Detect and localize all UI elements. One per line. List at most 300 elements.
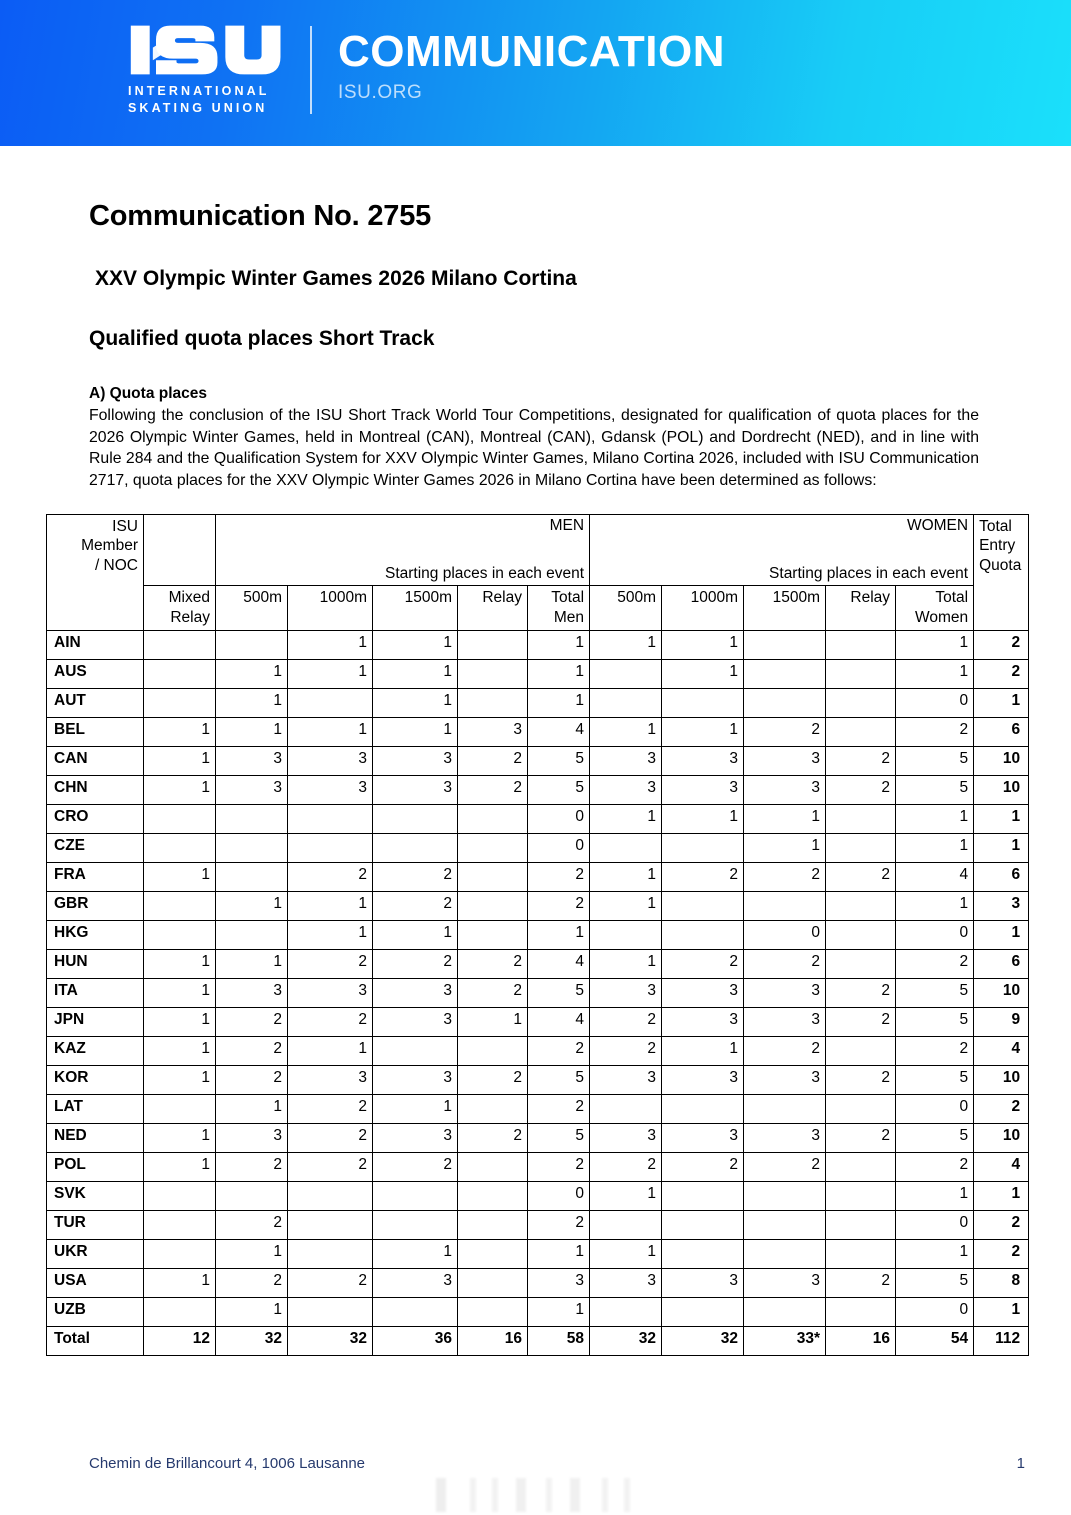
header-spacer — [144, 514, 216, 585]
cell-1500m — [744, 1239, 826, 1268]
cell-1500m: 2 — [744, 862, 826, 891]
cell-total-women: 0 — [896, 1094, 974, 1123]
cell-total-men: 2 — [528, 1152, 590, 1181]
cell-total-men: 1 — [528, 920, 590, 949]
table-row — [47, 1123, 1029, 1152]
document-subtitle: XXV Olympic Winter Games 2026 Milano Cortina — [95, 267, 577, 290]
cell-1000m — [662, 1210, 744, 1239]
cell-mixed-relay: 1 — [144, 1152, 216, 1181]
cell-total-entry-quota: 6 — [974, 862, 1029, 891]
cell-1000m — [662, 891, 744, 920]
cell-relay — [826, 688, 896, 717]
table-row — [47, 1007, 1029, 1036]
total-1500m: 33* — [744, 1326, 826, 1355]
table-row — [47, 833, 1029, 862]
cell-mixed-relay — [144, 1094, 216, 1123]
isu-logo-subtitle — [128, 83, 269, 116]
cell-relay — [826, 1239, 896, 1268]
banner-url: ISU.ORG — [338, 82, 423, 103]
document-heading: Qualified quota places Short Track — [89, 327, 435, 350]
cell-1500m: 2 — [373, 1152, 458, 1181]
cell-total-women: 2 — [896, 1152, 974, 1181]
noc-code: UKR — [47, 1239, 144, 1268]
header-noc — [47, 514, 144, 630]
cell-relay — [458, 920, 528, 949]
cell-total-women: 0 — [896, 688, 974, 717]
cell-total-entry-quota: 1 — [974, 1181, 1029, 1210]
cell-1000m — [662, 833, 744, 862]
cell-total-women: 0 — [896, 1297, 974, 1326]
cell-500m — [590, 920, 662, 949]
cell-mixed-relay — [144, 659, 216, 688]
column-header-relay: Relay — [826, 585, 896, 630]
cell-total-entry-quota: 10 — [974, 978, 1029, 1007]
noc-code: GBR — [47, 891, 144, 920]
cell-500m — [590, 1210, 662, 1239]
cell-1000m: 2 — [288, 1007, 373, 1036]
header-teq-line2: Entry — [979, 537, 1016, 555]
cell-1500m: 2 — [744, 949, 826, 978]
table-row — [47, 862, 1029, 891]
cell-relay — [458, 1210, 528, 1239]
cell-1500m: 3 — [744, 978, 826, 1007]
noc-code: JPN — [47, 1007, 144, 1036]
cell-1500m: 2 — [373, 949, 458, 978]
cell-1000m — [288, 1210, 373, 1239]
cell-relay: 2 — [458, 775, 528, 804]
isu-banner — [0, 0, 1071, 146]
cell-1000m: 1 — [288, 630, 373, 659]
cell-total-entry-quota: 2 — [974, 1094, 1029, 1123]
cell-1500m: 1 — [373, 717, 458, 746]
cell-500m: 2 — [216, 1210, 288, 1239]
cell-1000m: 2 — [288, 1094, 373, 1123]
cell-relay — [826, 1094, 896, 1123]
cell-mixed-relay — [144, 688, 216, 717]
cell-total-women: 5 — [896, 746, 974, 775]
cell-total-men: 2 — [528, 891, 590, 920]
cell-1500m: 2 — [744, 1036, 826, 1065]
column-header-1500m: 1500m — [373, 585, 458, 630]
cell-1500m: 3 — [373, 1268, 458, 1297]
cell-total-men: 5 — [528, 1123, 590, 1152]
table-row — [47, 891, 1029, 920]
cell-mixed-relay: 1 — [144, 717, 216, 746]
cell-total-men: 4 — [528, 1007, 590, 1036]
cell-relay — [458, 1268, 528, 1297]
header-noc-line1: ISU — [112, 517, 138, 535]
cell-1500m: 1 — [373, 1239, 458, 1268]
total-500m: 32 — [590, 1326, 662, 1355]
cell-1000m — [288, 833, 373, 862]
cell-500m: 1 — [590, 1181, 662, 1210]
cell-mixed-relay: 1 — [144, 1065, 216, 1094]
cell-mixed-relay — [144, 1210, 216, 1239]
cell-relay — [458, 833, 528, 862]
cell-1000m — [288, 1181, 373, 1210]
header-men-group — [216, 514, 590, 585]
noc-code: TUR — [47, 1210, 144, 1239]
cell-1000m: 1 — [288, 659, 373, 688]
cell-500m: 2 — [216, 1152, 288, 1181]
table-row — [47, 1181, 1029, 1210]
cell-relay — [458, 1181, 528, 1210]
cell-1000m: 3 — [662, 1007, 744, 1036]
cell-relay: 2 — [826, 1065, 896, 1094]
cell-relay: 2 — [458, 978, 528, 1007]
cell-relay: 2 — [826, 775, 896, 804]
cell-1000m — [288, 1239, 373, 1268]
cell-total-women: 4 — [896, 862, 974, 891]
cell-relay — [826, 804, 896, 833]
cell-relay: 2 — [458, 1065, 528, 1094]
table-row — [47, 659, 1029, 688]
cell-total-men: 1 — [528, 1297, 590, 1326]
cell-total-men: 1 — [528, 630, 590, 659]
cell-500m: 1 — [590, 1239, 662, 1268]
noc-code: AUS — [47, 659, 144, 688]
cell-relay — [826, 891, 896, 920]
noc-code: CZE — [47, 833, 144, 862]
cell-1000m: 3 — [662, 746, 744, 775]
cell-mixed-relay: 1 — [144, 746, 216, 775]
noc-code: POL — [47, 1152, 144, 1181]
table-row — [47, 1268, 1029, 1297]
table-row — [47, 949, 1029, 978]
cell-500m: 3 — [590, 1065, 662, 1094]
cell-total-women: 5 — [896, 1065, 974, 1094]
cell-500m: 2 — [216, 1065, 288, 1094]
cell-relay — [826, 1036, 896, 1065]
cell-1000m: 3 — [288, 978, 373, 1007]
total-mixed-relay: 12 — [144, 1326, 216, 1355]
cell-500m — [590, 659, 662, 688]
cell-500m: 1 — [590, 804, 662, 833]
cell-1000m: 3 — [662, 1065, 744, 1094]
table-row — [47, 1239, 1029, 1268]
cell-500m: 3 — [590, 1123, 662, 1152]
cell-relay — [458, 1094, 528, 1123]
cell-500m: 3 — [216, 978, 288, 1007]
table-body — [47, 630, 1029, 1355]
cell-total-women: 1 — [896, 891, 974, 920]
banner-content — [128, 24, 725, 116]
cell-1000m — [288, 804, 373, 833]
cell-total-women: 2 — [896, 1036, 974, 1065]
table-total-row — [47, 1326, 1029, 1355]
cell-1000m: 2 — [288, 862, 373, 891]
total-entry-quota-sum: 112 — [974, 1326, 1029, 1355]
cell-total-entry-quota: 10 — [974, 775, 1029, 804]
noc-code: KAZ — [47, 1036, 144, 1065]
cell-total-entry-quota: 1 — [974, 1297, 1029, 1326]
cell-relay — [826, 949, 896, 978]
cell-500m: 1 — [216, 949, 288, 978]
noc-code: ITA — [47, 978, 144, 1007]
noc-code: USA — [47, 1268, 144, 1297]
cell-mixed-relay: 1 — [144, 862, 216, 891]
cell-1000m: 1 — [288, 1036, 373, 1065]
cell-mixed-relay — [144, 833, 216, 862]
cell-1000m: 3 — [662, 1268, 744, 1297]
cell-500m: 2 — [590, 1152, 662, 1181]
column-header-1000m: 1000m — [662, 585, 744, 630]
total-total-men: 58 — [528, 1326, 590, 1355]
cell-1500m: 3 — [744, 1123, 826, 1152]
cell-total-entry-quota: 1 — [974, 920, 1029, 949]
logo-subtitle-line2: SKATING UNION — [128, 100, 268, 115]
document-body — [0, 200, 1071, 1356]
intro-paragraph: Following the conclusion of the ISU Short Track World Tour Competitions, designated for qualification of quota places for the 2026 Olympic Winter Games, held in Montreal (CAN), Montreal (CAN), Gdansk (POL) and Dordrecht (NED), and in line with Rule 284 and the Qualification System for XXV Olympic Winter Games, Milano Cortina 2026, included with ISU Communication 2717, quota places for the XXV Olympic Winter Games 2026 in Milano Cortina have been determined as follows: — [89, 407, 979, 489]
cell-total-men: 0 — [528, 804, 590, 833]
cell-mixed-relay — [144, 920, 216, 949]
cell-500m: 3 — [590, 1268, 662, 1297]
noc-code: HKG — [47, 920, 144, 949]
cell-relay — [458, 1152, 528, 1181]
cell-500m: 1 — [216, 659, 288, 688]
cell-relay — [826, 1210, 896, 1239]
column-header-500m: 500m — [590, 585, 662, 630]
cell-1500m — [744, 1297, 826, 1326]
header-men-label: MEN — [549, 516, 585, 534]
cell-1500m: 1 — [373, 920, 458, 949]
cell-total-women: 1 — [896, 833, 974, 862]
table-row — [47, 775, 1029, 804]
cell-total-men: 4 — [528, 949, 590, 978]
cell-500m: 2 — [590, 1007, 662, 1036]
cell-1500m: 1 — [744, 833, 826, 862]
noc-code: AIN — [47, 630, 144, 659]
cell-total-women: 5 — [896, 1268, 974, 1297]
cell-relay: 2 — [458, 746, 528, 775]
cell-1000m: 3 — [288, 746, 373, 775]
cell-total-entry-quota: 2 — [974, 1210, 1029, 1239]
cell-relay — [826, 1181, 896, 1210]
table-row — [47, 1036, 1029, 1065]
cell-1000m: 2 — [662, 949, 744, 978]
cell-total-women: 1 — [896, 804, 974, 833]
cell-500m: 1 — [590, 949, 662, 978]
noc-code: SVK — [47, 1181, 144, 1210]
cell-mixed-relay — [144, 804, 216, 833]
cell-500m: 1 — [590, 717, 662, 746]
footer-address: Chemin de Brillancourt 4, 1006 Lausanne — [89, 1455, 366, 1472]
cell-1000m: 1 — [288, 891, 373, 920]
cell-1000m: 3 — [662, 1123, 744, 1152]
noc-code: BEL — [47, 717, 144, 746]
cell-500m: 3 — [590, 978, 662, 1007]
isu-logo-icon — [128, 24, 288, 76]
table-row — [47, 1152, 1029, 1181]
cell-total-women: 1 — [896, 1239, 974, 1268]
cell-total-entry-quota: 2 — [974, 659, 1029, 688]
cell-1500m — [744, 891, 826, 920]
cell-relay: 1 — [458, 1007, 528, 1036]
table-row — [47, 1210, 1029, 1239]
cell-1500m: 3 — [373, 1065, 458, 1094]
cell-1500m — [744, 1181, 826, 1210]
cell-total-entry-quota: 8 — [974, 1268, 1029, 1297]
cell-500m: 3 — [590, 746, 662, 775]
table-row — [47, 717, 1029, 746]
cell-500m — [216, 630, 288, 659]
cell-1000m: 3 — [662, 775, 744, 804]
cell-1000m: 3 — [288, 1065, 373, 1094]
cell-1000m: 1 — [288, 920, 373, 949]
cell-500m: 1 — [216, 717, 288, 746]
cell-total-entry-quota: 4 — [974, 1152, 1029, 1181]
cell-total-men: 5 — [528, 775, 590, 804]
cell-1000m: 1 — [662, 659, 744, 688]
header-men-sublabel: Starting places in each event — [385, 564, 585, 582]
cell-relay: 2 — [826, 862, 896, 891]
cell-500m: 1 — [590, 891, 662, 920]
cell-relay: 2 — [826, 1268, 896, 1297]
cell-1000m: 2 — [662, 1152, 744, 1181]
cell-total-entry-quota: 1 — [974, 833, 1029, 862]
column-header-1000m: 1000m — [288, 585, 373, 630]
cell-total-women: 5 — [896, 775, 974, 804]
cell-mixed-relay: 1 — [144, 1123, 216, 1152]
cell-total-women: 2 — [896, 717, 974, 746]
cell-total-entry-quota: 3 — [974, 891, 1029, 920]
cell-1000m: 2 — [288, 1123, 373, 1152]
cell-total-entry-quota: 6 — [974, 717, 1029, 746]
cell-mixed-relay: 1 — [144, 1268, 216, 1297]
cell-500m — [216, 862, 288, 891]
cell-total-entry-quota: 1 — [974, 804, 1029, 833]
noc-code: CAN — [47, 746, 144, 775]
cell-1000m: 1 — [288, 717, 373, 746]
cell-1000m: 1 — [662, 804, 744, 833]
cell-1000m: 2 — [288, 1152, 373, 1181]
cell-1500m — [373, 1297, 458, 1326]
cell-1000m — [288, 1297, 373, 1326]
cell-relay — [458, 659, 528, 688]
cell-total-women: 2 — [896, 949, 974, 978]
cell-1000m — [288, 688, 373, 717]
noc-code: LAT — [47, 1094, 144, 1123]
cell-1500m: 3 — [744, 1065, 826, 1094]
cell-relay: 2 — [826, 1007, 896, 1036]
cell-500m: 1 — [216, 688, 288, 717]
cell-1000m: 1 — [662, 1036, 744, 1065]
column-header-mixed-relay: Mixed Relay — [144, 585, 216, 630]
noc-code: UZB — [47, 1297, 144, 1326]
cell-total-entry-quota: 1 — [974, 688, 1029, 717]
cell-1000m — [662, 1094, 744, 1123]
cell-1500m — [744, 630, 826, 659]
noc-code: FRA — [47, 862, 144, 891]
column-header-relay: Relay — [458, 585, 528, 630]
cell-500m — [216, 1181, 288, 1210]
cell-1000m — [662, 1239, 744, 1268]
cell-1000m — [662, 688, 744, 717]
cell-mixed-relay — [144, 1297, 216, 1326]
table-row — [47, 1297, 1029, 1326]
cell-500m: 3 — [590, 775, 662, 804]
table-header-columns — [47, 585, 1029, 630]
table-row — [47, 746, 1029, 775]
cell-1500m: 1 — [373, 630, 458, 659]
header-teq-line1: Total — [979, 517, 1012, 535]
cell-1000m: 3 — [662, 978, 744, 1007]
cell-mixed-relay — [144, 1181, 216, 1210]
logo-subtitle-line1: INTERNATIONAL — [128, 84, 270, 98]
header-women-label: WOMEN — [906, 516, 969, 534]
header-women-sublabel: Starting places in each event — [769, 564, 969, 582]
cell-mixed-relay — [144, 891, 216, 920]
cell-total-entry-quota: 2 — [974, 630, 1029, 659]
header-women-group — [590, 514, 974, 585]
total-label: Total — [47, 1326, 144, 1355]
noc-code: CHN — [47, 775, 144, 804]
total-1000m: 32 — [288, 1326, 373, 1355]
cell-total-entry-quota: 9 — [974, 1007, 1029, 1036]
cell-500m — [216, 804, 288, 833]
cell-relay — [826, 717, 896, 746]
cell-total-women: 1 — [896, 630, 974, 659]
cell-relay: 2 — [826, 746, 896, 775]
cell-1000m — [662, 1297, 744, 1326]
total-relay: 16 — [826, 1326, 896, 1355]
cell-relay: 2 — [458, 949, 528, 978]
banner-title: COMMUNICATION — [338, 27, 725, 76]
table-header-groups — [47, 514, 1029, 585]
cell-1500m — [744, 659, 826, 688]
cell-mixed-relay — [144, 1239, 216, 1268]
total-relay: 16 — [458, 1326, 528, 1355]
cell-500m: 2 — [216, 1036, 288, 1065]
cell-total-entry-quota: 4 — [974, 1036, 1029, 1065]
cell-relay — [826, 630, 896, 659]
cell-relay — [826, 833, 896, 862]
table-row — [47, 978, 1029, 1007]
cell-total-men: 1 — [528, 688, 590, 717]
cell-1000m: 2 — [662, 862, 744, 891]
cell-relay — [826, 1297, 896, 1326]
page-footer — [89, 1455, 1025, 1472]
cell-mixed-relay: 1 — [144, 978, 216, 1007]
cell-500m: 3 — [216, 746, 288, 775]
footer-page-number: 1 — [1016, 1455, 1025, 1472]
cell-total-women: 5 — [896, 978, 974, 1007]
column-header-total-women: Total Women — [896, 585, 974, 630]
cell-500m: 1 — [216, 1239, 288, 1268]
total-500m: 32 — [216, 1326, 288, 1355]
cell-1500m — [744, 1094, 826, 1123]
cell-1500m — [373, 1181, 458, 1210]
cell-total-women: 0 — [896, 920, 974, 949]
cell-1000m: 1 — [662, 630, 744, 659]
cell-1500m — [744, 1210, 826, 1239]
cell-500m — [216, 920, 288, 949]
cell-500m: 1 — [590, 630, 662, 659]
cell-1500m — [373, 1210, 458, 1239]
cell-500m — [590, 1094, 662, 1123]
cell-relay: 2 — [458, 1123, 528, 1152]
cell-mixed-relay: 1 — [144, 1036, 216, 1065]
cell-relay — [826, 1152, 896, 1181]
quota-places-table — [46, 514, 1029, 1356]
header-total-entry-quota — [974, 514, 1029, 630]
cell-mixed-relay: 1 — [144, 949, 216, 978]
cell-relay: 2 — [826, 1123, 896, 1152]
cell-500m — [590, 833, 662, 862]
header-noc-line2: Member — [81, 537, 138, 555]
page-title: Communication No. 2755 — [89, 200, 432, 232]
total-1500m: 36 — [373, 1326, 458, 1355]
